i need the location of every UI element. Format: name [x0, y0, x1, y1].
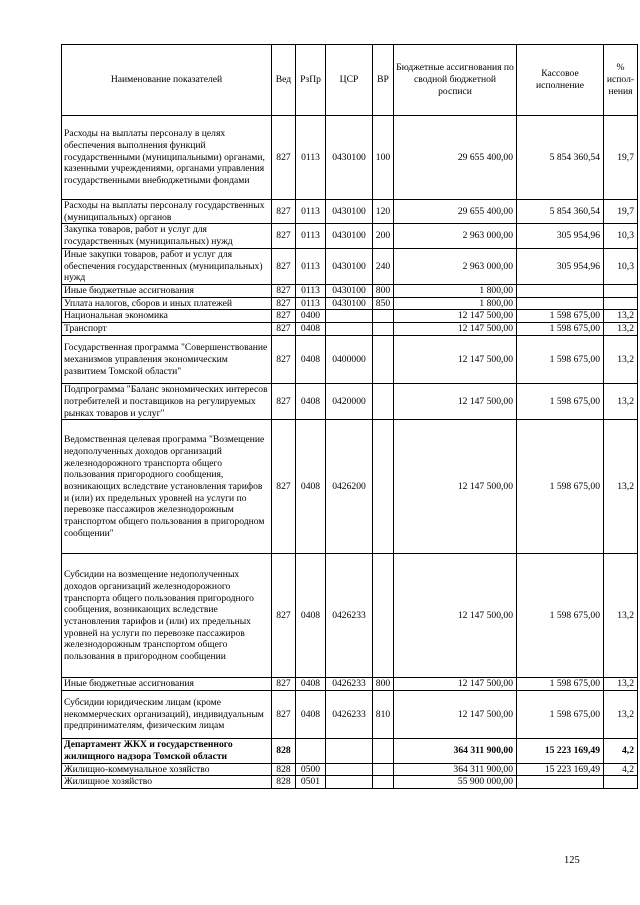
- table-row: [62, 116, 638, 200]
- cell-rzpr: 0113: [296, 224, 326, 248]
- cell-percent: 4,2: [604, 763, 638, 776]
- cell-budget: 55 900 000,00: [394, 776, 517, 789]
- cell-budget: 2 963 000,00: [394, 224, 517, 248]
- cell-vr: 800: [373, 284, 394, 297]
- cell-cash: [517, 776, 604, 789]
- cell-percent: 13,2: [604, 323, 638, 336]
- header-rzpr: РзПр: [296, 45, 326, 116]
- cell-name: Ведомственная целевая программа "Возмещение недополученных доходов организаций железнодорожного транспорта общего пользования пригородного сообщения, возникающих вследствие установления тарифов и (или) их предельных уровней на услуги по перевозке пассажиров железнодорожным транспортом общего пользования в пригородном сообщении": [62, 420, 272, 554]
- table-body: [62, 116, 638, 789]
- cell-cash: 15 223 169,49: [517, 739, 604, 763]
- table-row: [62, 554, 638, 678]
- cell-rzpr: 0408: [296, 420, 326, 554]
- cell-percent: 13,2: [604, 310, 638, 323]
- cell-vr: 200: [373, 224, 394, 248]
- cell-ved: 827: [272, 224, 296, 248]
- table-row: [62, 323, 638, 336]
- cell-ved: 827: [272, 297, 296, 310]
- cell-percent: [604, 297, 638, 310]
- cell-percent: 13,2: [604, 678, 638, 691]
- cell-cash: [517, 284, 604, 297]
- cell-rzpr: 0408: [296, 554, 326, 678]
- cell-percent: 4,2: [604, 739, 638, 763]
- cell-name: Субсидии на возмещение недополученных доходов организаций железнодорожного транспорта общего пользования пригородного сообщения, возникающих вследствие установления тарифов и (или) их предельных уровней на услуги по перевозке пассажиров железнодорожным транспортом общего пользования в пригородном сообщении: [62, 554, 272, 678]
- cell-ved: 827: [272, 248, 296, 284]
- cell-ved: 827: [272, 116, 296, 200]
- cell-name: Подпрограмма "Баланс экономических интересов потребителей и поставщиков на регулируемых рынках товаров и услуг": [62, 384, 272, 420]
- cell-name: Субсидии юридическим лицам (кроме некоммерческих организаций), индивидуальным предпринимателям, физическим лицам: [62, 691, 272, 739]
- cell-ved: 827: [272, 284, 296, 297]
- cell-percent: [604, 284, 638, 297]
- header-cash: Кассовое исполнение: [517, 45, 604, 116]
- cell-vr: [373, 420, 394, 554]
- table-row: [62, 384, 638, 420]
- cell-name: Уплата налогов, сборов и иных платежей: [62, 297, 272, 310]
- cell-percent: 13,2: [604, 384, 638, 420]
- cell-vr: [373, 384, 394, 420]
- cell-vr: [373, 554, 394, 678]
- cell-vr: [373, 739, 394, 763]
- cell-percent: 10,3: [604, 224, 638, 248]
- header-csr: ЦСР: [326, 45, 373, 116]
- table-row: [62, 763, 638, 776]
- cell-csr: 0430100: [326, 248, 373, 284]
- cell-budget: 12 147 500,00: [394, 310, 517, 323]
- cell-cash: 1 598 675,00: [517, 554, 604, 678]
- cell-rzpr: 0113: [296, 248, 326, 284]
- cell-vr: 850: [373, 297, 394, 310]
- cell-ved: 827: [272, 554, 296, 678]
- cell-ved: 828: [272, 776, 296, 789]
- table-row: [62, 420, 638, 554]
- cell-name: Жилищное хозяйство: [62, 776, 272, 789]
- cell-ved: 828: [272, 763, 296, 776]
- cell-rzpr: [296, 739, 326, 763]
- cell-cash: 1 598 675,00: [517, 678, 604, 691]
- cell-rzpr: 0408: [296, 691, 326, 739]
- cell-cash: 1 598 675,00: [517, 384, 604, 420]
- cell-budget: 12 147 500,00: [394, 420, 517, 554]
- cell-name: Жилищно-коммунальное хозяйство: [62, 763, 272, 776]
- cell-cash: 1 598 675,00: [517, 310, 604, 323]
- cell-percent: 13,2: [604, 691, 638, 739]
- cell-name: Национальная экономика: [62, 310, 272, 323]
- cell-vr: 800: [373, 678, 394, 691]
- cell-cash: [517, 297, 604, 310]
- cell-name: Расходы на выплаты персоналу в целях обеспечения выполнения функций государственными (муниципальными) органами, казенными учреждениями, органами управления государственными внебюджетными фондами: [62, 116, 272, 200]
- cell-cash: 15 223 169,49: [517, 763, 604, 776]
- cell-budget: 1 800,00: [394, 297, 517, 310]
- cell-vr: [373, 310, 394, 323]
- cell-rzpr: 0400: [296, 310, 326, 323]
- cell-csr: 0430100: [326, 284, 373, 297]
- cell-name: Департамент ЖКХ и государственного жилищного надзора Томской области: [62, 739, 272, 763]
- cell-budget: 12 147 500,00: [394, 384, 517, 420]
- budget-execution-table: [61, 44, 638, 789]
- cell-budget: 12 147 500,00: [394, 678, 517, 691]
- cell-budget: 12 147 500,00: [394, 554, 517, 678]
- table-row: [62, 200, 638, 224]
- table-row: [62, 336, 638, 384]
- cell-rzpr: 0501: [296, 776, 326, 789]
- cell-rzpr: 0408: [296, 323, 326, 336]
- cell-vr: [373, 323, 394, 336]
- cell-vr: 120: [373, 200, 394, 224]
- cell-rzpr: 0113: [296, 116, 326, 200]
- table-row: [62, 691, 638, 739]
- cell-budget: 12 147 500,00: [394, 336, 517, 384]
- table-row: [62, 297, 638, 310]
- cell-csr: 0420000: [326, 384, 373, 420]
- cell-cash: 1 598 675,00: [517, 691, 604, 739]
- cell-csr: [326, 323, 373, 336]
- cell-name: Государственная программа "Совершенствование механизмов управления экономическим развитием Томской области": [62, 336, 272, 384]
- table-header-row: [62, 45, 638, 116]
- cell-name: Иные бюджетные ассигнования: [62, 284, 272, 297]
- cell-csr: 0426233: [326, 554, 373, 678]
- cell-csr: 0426200: [326, 420, 373, 554]
- cell-budget: 12 147 500,00: [394, 323, 517, 336]
- cell-cash: 5 854 360,54: [517, 200, 604, 224]
- cell-percent: 13,2: [604, 554, 638, 678]
- cell-name: Закупка товаров, работ и услуг для государственных (муниципальных) нужд: [62, 224, 272, 248]
- table-row: [62, 284, 638, 297]
- header-ved: Вед: [272, 45, 296, 116]
- cell-cash: 305 954,96: [517, 248, 604, 284]
- header-vr: ВР: [373, 45, 394, 116]
- cell-cash: 1 598 675,00: [517, 420, 604, 554]
- cell-name: Иные бюджетные ассигнования: [62, 678, 272, 691]
- cell-ved: 827: [272, 420, 296, 554]
- cell-vr: [373, 336, 394, 384]
- cell-rzpr: 0113: [296, 200, 326, 224]
- table-row: [62, 678, 638, 691]
- cell-rzpr: 0500: [296, 763, 326, 776]
- table-row: [62, 248, 638, 284]
- cell-budget: 29 655 400,00: [394, 116, 517, 200]
- page-number: 125: [564, 855, 580, 866]
- cell-name: Транспорт: [62, 323, 272, 336]
- cell-budget: 2 963 000,00: [394, 248, 517, 284]
- cell-rzpr: 0113: [296, 297, 326, 310]
- cell-name: Расходы на выплаты персоналу государственных (муниципальных) органов: [62, 200, 272, 224]
- cell-cash: 305 954,96: [517, 224, 604, 248]
- cell-ved: 827: [272, 200, 296, 224]
- cell-percent: 13,2: [604, 336, 638, 384]
- cell-ved: 827: [272, 323, 296, 336]
- cell-csr: 0426233: [326, 691, 373, 739]
- cell-csr: [326, 310, 373, 323]
- cell-percent: 19,7: [604, 116, 638, 200]
- cell-vr: 810: [373, 691, 394, 739]
- cell-cash: 5 854 360,54: [517, 116, 604, 200]
- cell-csr: 0400000: [326, 336, 373, 384]
- cell-csr: [326, 763, 373, 776]
- cell-csr: [326, 776, 373, 789]
- table-row: [62, 739, 638, 763]
- cell-budget: 1 800,00: [394, 284, 517, 297]
- cell-vr: 240: [373, 248, 394, 284]
- cell-percent: 13,2: [604, 420, 638, 554]
- cell-vr: [373, 776, 394, 789]
- cell-cash: 1 598 675,00: [517, 336, 604, 384]
- cell-rzpr: 0113: [296, 284, 326, 297]
- cell-percent: [604, 776, 638, 789]
- cell-ved: 827: [272, 691, 296, 739]
- cell-rzpr: 0408: [296, 678, 326, 691]
- cell-ved: 827: [272, 310, 296, 323]
- table-row: [62, 224, 638, 248]
- cell-rzpr: 0408: [296, 336, 326, 384]
- cell-budget: 29 655 400,00: [394, 200, 517, 224]
- cell-budget: 364 311 900,00: [394, 763, 517, 776]
- table-row: [62, 310, 638, 323]
- cell-rzpr: 0408: [296, 384, 326, 420]
- cell-ved: 827: [272, 384, 296, 420]
- cell-budget: 364 311 900,00: [394, 739, 517, 763]
- cell-percent: 19,7: [604, 200, 638, 224]
- cell-ved: 827: [272, 678, 296, 691]
- cell-vr: [373, 763, 394, 776]
- cell-csr: 0426233: [326, 678, 373, 691]
- cell-budget: 12 147 500,00: [394, 691, 517, 739]
- cell-name: Иные закупки товаров, работ и услуг для обеспечения государственных (муниципальных) нужд: [62, 248, 272, 284]
- cell-csr: [326, 739, 373, 763]
- header-name: Наименование показателей: [62, 45, 272, 116]
- cell-cash: 1 598 675,00: [517, 323, 604, 336]
- cell-percent: 10,3: [604, 248, 638, 284]
- cell-csr: 0430100: [326, 116, 373, 200]
- header-budget: Бюджетные ассигнования по сводной бюджетной росписи: [394, 45, 517, 116]
- cell-csr: 0430100: [326, 200, 373, 224]
- cell-vr: 100: [373, 116, 394, 200]
- cell-csr: 0430100: [326, 297, 373, 310]
- table-row: [62, 776, 638, 789]
- cell-ved: 827: [272, 336, 296, 384]
- cell-csr: 0430100: [326, 224, 373, 248]
- cell-ved: 828: [272, 739, 296, 763]
- header-percent: % испол-нения: [604, 45, 638, 116]
